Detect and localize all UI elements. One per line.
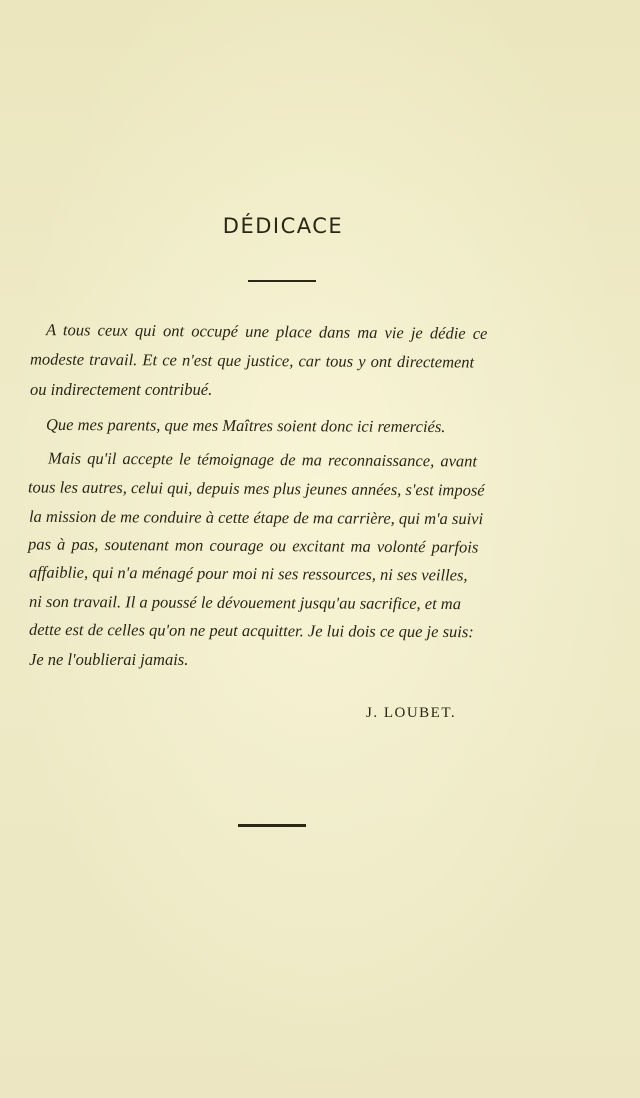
dedication-line-8: pas à pas, soutenant mon courage ou excitant ma volonté parfois [27, 534, 479, 557]
dedication-line-4: Que mes parents, que mes Maîtres soient donc ici remerciés. [45, 414, 446, 437]
dedication-line-10: ni son travail. Il a poussé le dévouement jusqu'au sacrifice, et ma [28, 591, 462, 614]
dedication-line-9: affaiblie, qui n'a ménagé pour moi ni ses ressources, ni ses veilles, [28, 562, 468, 585]
dedication-line-2: modeste travail. Et ce n'est que justice, car tous y ont directement [29, 349, 475, 372]
divider-top [248, 280, 316, 282]
dedication-line-6: tous les autres, celui qui, depuis mes plus jeunes années, s'est imposé [27, 477, 485, 500]
dedication-line-5: Mais qu'il accepte le témoignage de ma reconnaissance, avant [47, 448, 478, 471]
dedication-line-11: dette est de celles qu'on ne peut acquitter. Je lui dois ce que je suis: [28, 619, 474, 642]
dedication-line-3: ou indirectement contribué. [30, 380, 213, 399]
dedication-line-12: Je ne l'oublierai jamais. [29, 650, 189, 669]
dedication-line-1: A tous ceux qui ont occupé une place dans ma vie je dédie ce [45, 320, 488, 343]
page-title: DÉDICACE [222, 214, 344, 238]
dedication-line-7: la mission de me conduire à cette étape de ma carrière, qui m'a suivi [28, 506, 484, 529]
signature: J. LOUBET. [366, 705, 457, 721]
divider-bottom [238, 824, 306, 827]
